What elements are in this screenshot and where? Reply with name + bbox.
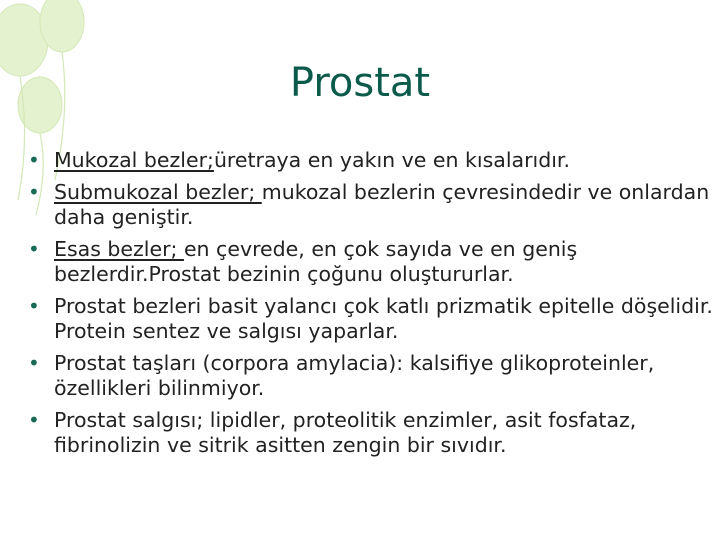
bullet-icon: •: [28, 148, 40, 172]
bullet-text: Prostat salgısı; lipidler, proteolitik enzimler, asit fosfataz, fibrinolizin ve sitrik asitten zengin bir sıvıdır.: [54, 407, 637, 457]
bullet-text: mukozal bezlerin çevresindedir ve onlardan daha geniştir.: [54, 179, 710, 229]
bullet-icon: •: [28, 236, 40, 261]
bullet-lead: Submukozal bezler;: [54, 179, 262, 204]
bullet-text: Prostat bezleri basit yalancı çok katlı prizmatik epitelle döşelidir. Protein sentez ve salgısı yaparlar.: [54, 293, 713, 343]
bullet-lead: Esas bezler;: [54, 236, 184, 261]
bullet-lead: Mukozal bezler;: [54, 148, 214, 172]
bullet-list: [28, 148, 718, 465]
list-item: [28, 351, 718, 402]
list-item: [28, 148, 718, 174]
bullet-icon: •: [28, 407, 40, 432]
list-item: [28, 408, 718, 459]
list-item: [28, 180, 718, 231]
list-item: [28, 237, 718, 288]
slide-title: Prostat: [289, 60, 431, 106]
bullet-icon: •: [28, 293, 40, 318]
bullet-icon: •: [28, 350, 40, 375]
bullet-icon: •: [28, 179, 40, 204]
list-item: [28, 294, 718, 345]
bullet-text: üretraya en yakın ve en kısalarıdır.: [213, 148, 570, 172]
bullet-text: Prostat taşları (corpora amylacia): kalsifiye glikoproteinler, özellikleri bilinmiyor.: [54, 350, 655, 400]
bullet-text: en çevrede, en çok sayıda ve en geniş bezlerdir.Prostat bezinin çoğunu oluştururlar.: [54, 236, 578, 286]
